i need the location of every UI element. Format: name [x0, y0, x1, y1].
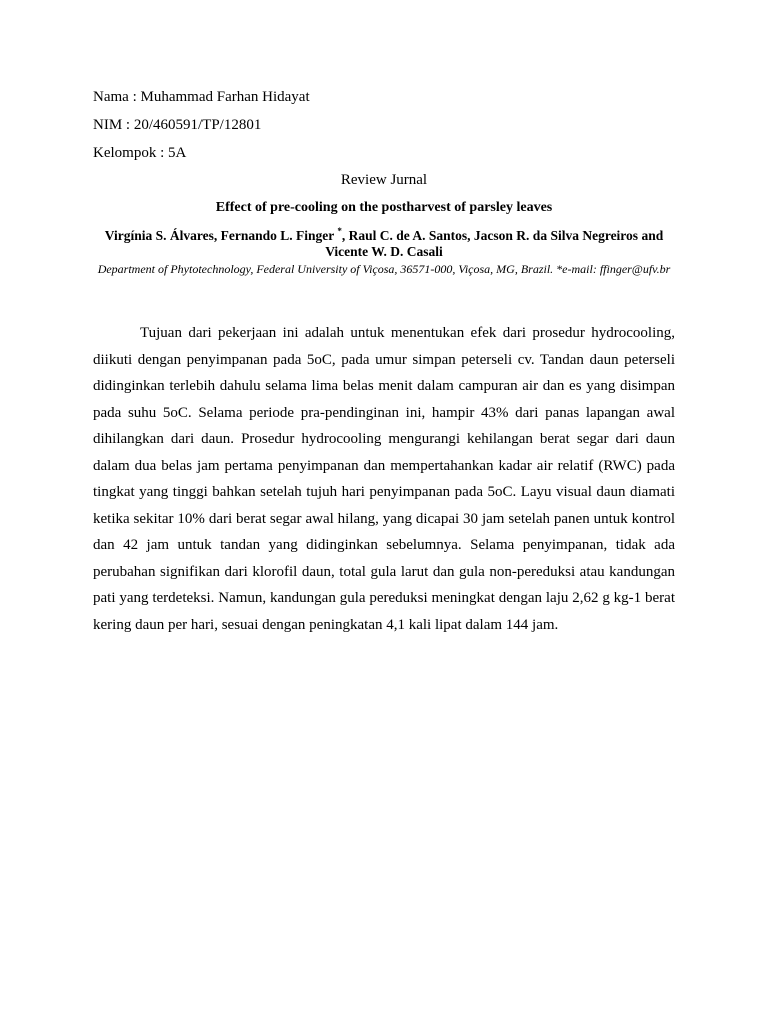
student-group: Kelompok : 5A	[93, 145, 187, 161]
student-name: Nama : Muhammad Farhan Hidayat	[93, 89, 310, 105]
paper-title: Effect of pre-cooling on the postharvest of parsley leaves	[215, 200, 553, 215]
authors-rest: , Raul C. de A. Santos, Jacson R. da Silva Negreiros and Vicente W. D. Casali	[325, 228, 664, 259]
student-nim: NIM : 20/460591/TP/12801	[93, 117, 262, 133]
review-label: Review Jurnal	[340, 172, 428, 188]
authors-first: Virgínia S. Álvares, Fernando L. Finger	[104, 228, 335, 243]
corresponding-author-mark: *	[337, 225, 342, 236]
review-body-paragraph: Tujuan dari pekerjaan ini adalah untuk menentukan efek dari prosedur hydrocooling, diikuti dengan penyimpanan pada 5oC, pada umur simpan peterseli cv. Tandan daun peterseli didinginkan terlebih dahulu selama lima belas menit dalam campuran air dan es yang disimpan pada suhu 5oC. Selama periode pra-pendinginan ini, hampir 43% dari panas lapangan awal dihilangkan dari daun. Prosedur hydrocooling mengurangi kehilangan berat segar dari daun dalam dua belas jam pertama penyimpanan dan mempertahankan kadar air relatif (RWC) pada tingkat yang tinggi bahkan setelah tujuh hari penyimpanan pada 5oC. Layu visual daun diamati ketika sekitar 10% dari berat segar awal hilang, yang dicapai 30 jam setelah panen untuk kontrol dan 42 jam untuk tandan yang didinginkan sebelumnya. Selama penyimpanan, tidak ada perubahan signifikan dari klorofil daun, total gula larut dan gula non-pereduksi atau kandungan pati yang terdeteksi. Namun, kandungan gula pereduksi meningkat dengan laju 2,62 g kg-1 berat kering daun per hari, sesuai dengan peningkatan 4,1 kali lipat dalam 144 jam.	[93, 325, 675, 633]
paper-affiliation: Department of Phytotechnology, Federal University of Viçosa, 36571-000, Viçosa, MG, Brazil. *e-mail: ffinger@ufv.br	[97, 262, 671, 276]
paper-authors	[93, 225, 675, 260]
